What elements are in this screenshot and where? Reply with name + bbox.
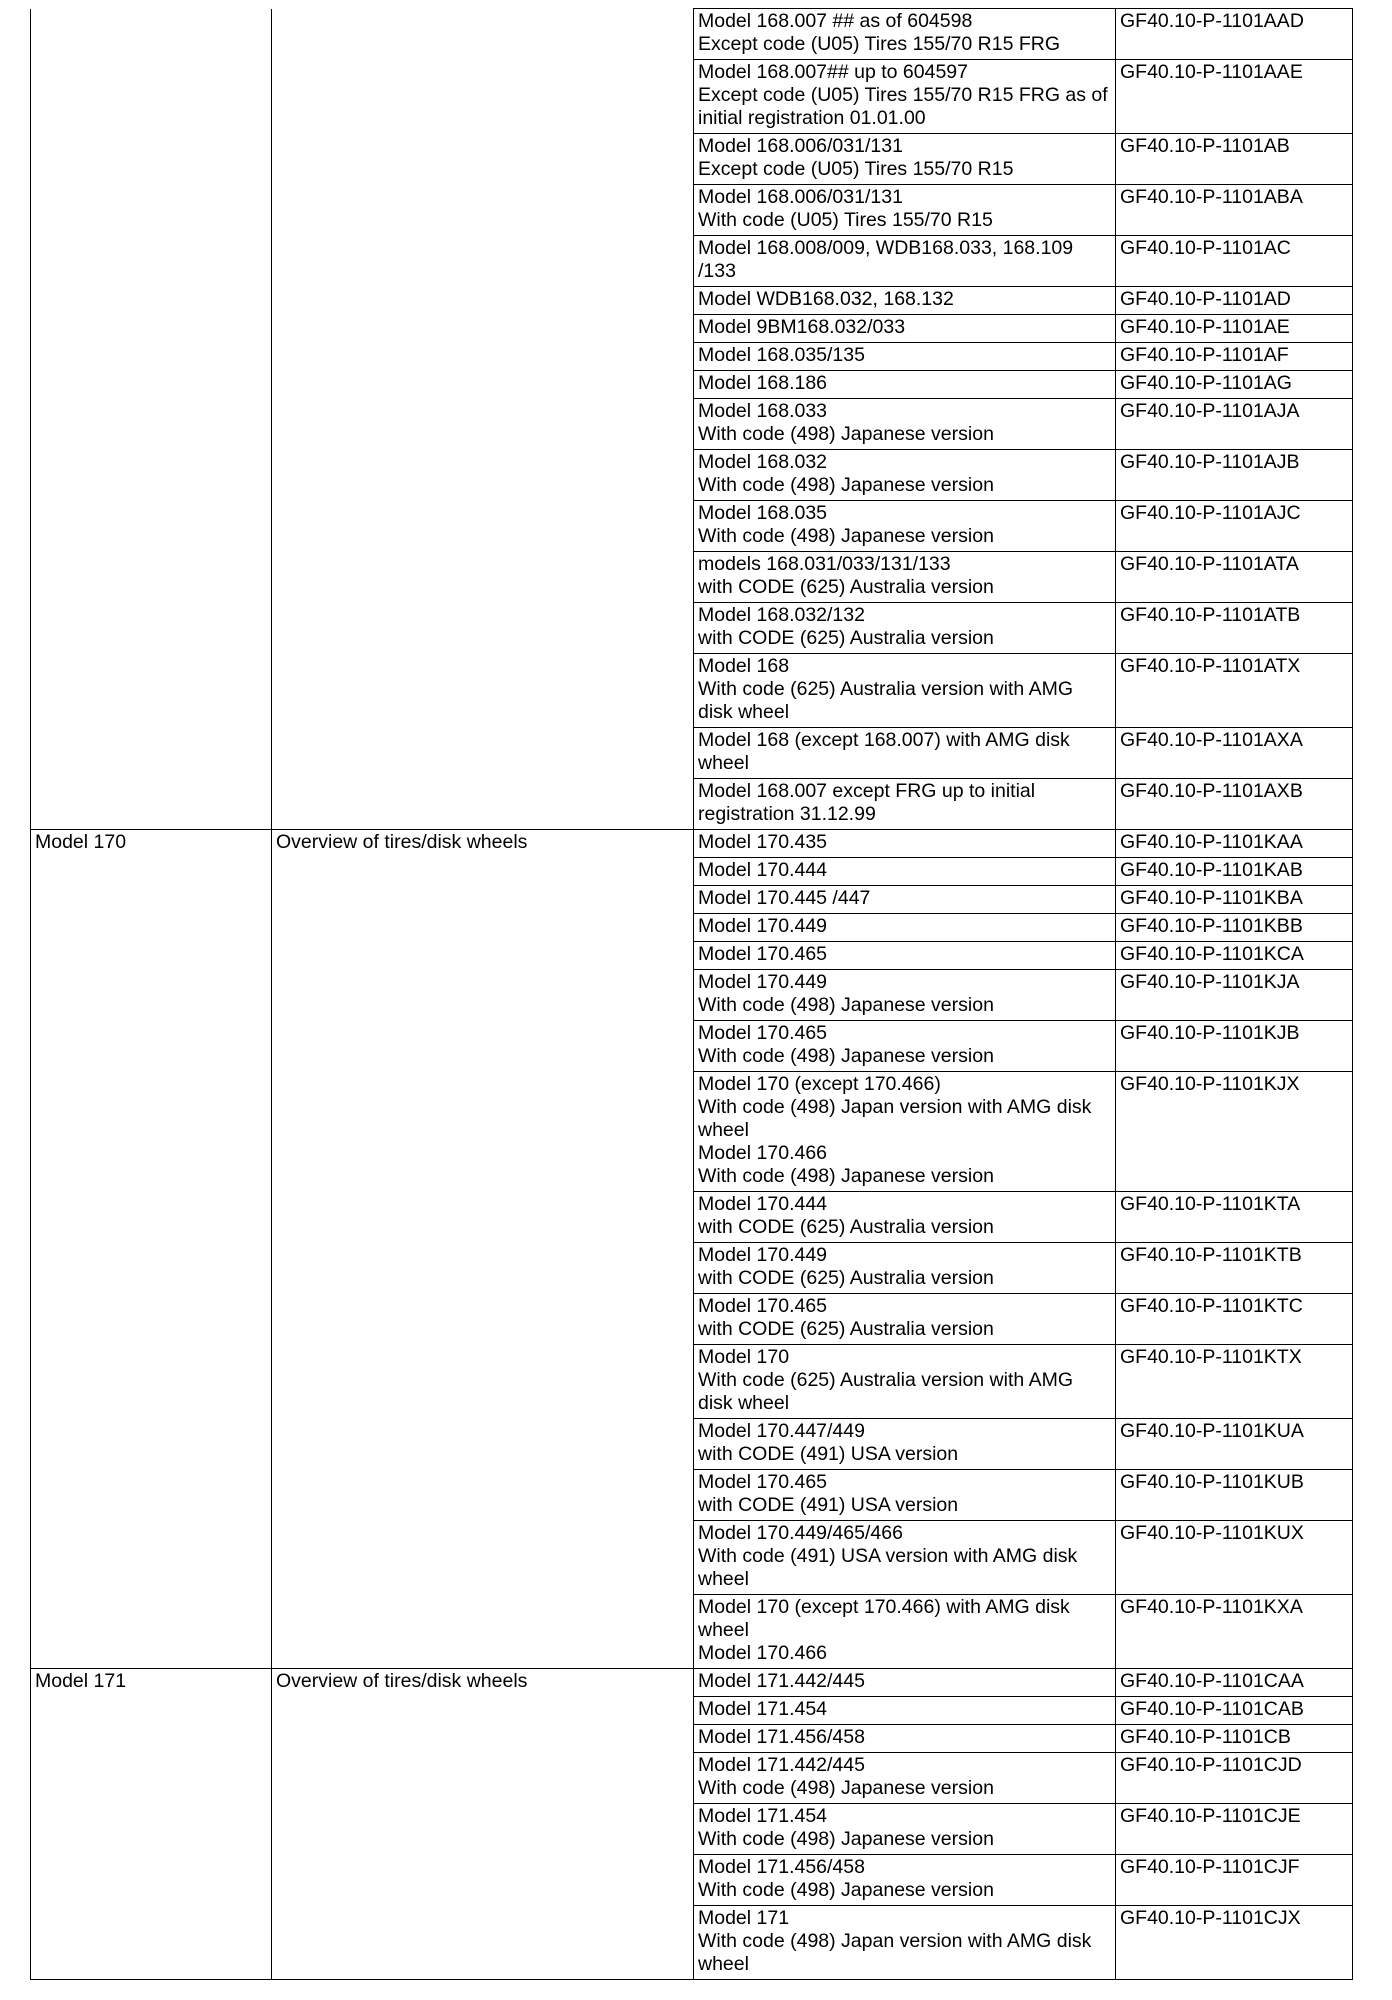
document-code-cell: GF40.10-P-1101AJB (1116, 450, 1353, 501)
document-code-cell: GF40.10-P-1101KAA (1116, 830, 1353, 858)
document-code-cell: GF40.10-P-1101AE (1116, 315, 1353, 343)
overview-table (30, 8, 1353, 1980)
document-code-cell: GF40.10-P-1101AXA (1116, 728, 1353, 779)
document-code-cell: GF40.10-P-1101KTX (1116, 1345, 1353, 1419)
description-cell: Model 170.447/449 with CODE (491) USA version (694, 1419, 1116, 1470)
description-cell: Model 171.454 (694, 1697, 1116, 1725)
description-cell: models 168.031/033/131/133 with CODE (625) Australia version (694, 552, 1116, 603)
document-code-cell: GF40.10-P-1101CB (1116, 1725, 1353, 1753)
document-code-cell: GF40.10-P-1101KJA (1116, 970, 1353, 1021)
document-code-cell: GF40.10-P-1101AJC (1116, 501, 1353, 552)
document-code-cell: GF40.10-P-1101ABA (1116, 185, 1353, 236)
description-cell: Model 170.465 with CODE (625) Australia version (694, 1294, 1116, 1345)
document-code-cell: GF40.10-P-1101AJA (1116, 399, 1353, 450)
document-code-cell: GF40.10-P-1101CJD (1116, 1753, 1353, 1804)
description-cell: Model 170 With code (625) Australia version with AMG disk wheel (694, 1345, 1116, 1419)
description-cell: Model 170.444 with CODE (625) Australia version (694, 1192, 1116, 1243)
table-row (31, 1669, 1353, 1697)
description-cell: Model 170.449 (694, 914, 1116, 942)
description-cell: Model 170.449/465/466 With code (491) USA version with AMG disk wheel (694, 1521, 1116, 1595)
document-code-cell: GF40.10-P-1101AG (1116, 371, 1353, 399)
description-cell: Model 168 (except 168.007) with AMG disk wheel (694, 728, 1116, 779)
document-code-cell: GF40.10-P-1101KBB (1116, 914, 1353, 942)
description-cell: Model 170.465 With code (498) Japanese version (694, 1021, 1116, 1072)
document-code-cell: GF40.10-P-1101AC (1116, 236, 1353, 287)
description-cell: Model 168.033 With code (498) Japanese version (694, 399, 1116, 450)
description-cell: Model 168.006/031/131 With code (U05) Tires 155/70 R15 (694, 185, 1116, 236)
document-code-cell: GF40.10-P-1101ATX (1116, 654, 1353, 728)
description-cell: Model 168.008/009, WDB168.033, 168.109 /133 (694, 236, 1116, 287)
document-code-cell: GF40.10-P-1101KJB (1116, 1021, 1353, 1072)
description-cell: Model 171.456/458 (694, 1725, 1116, 1753)
description-cell: Model 168.032/132 with CODE (625) Australia version (694, 603, 1116, 654)
description-cell: Model 170.465 (694, 942, 1116, 970)
document-code-cell: GF40.10-P-1101CJE (1116, 1804, 1353, 1855)
description-cell: Model 171 With code (498) Japan version with AMG disk wheel (694, 1906, 1116, 1980)
topic-cell: Overview of tires/disk wheels (272, 830, 694, 1669)
document-code-cell: GF40.10-P-1101KUX (1116, 1521, 1353, 1595)
description-cell: Model 9BM168.032/033 (694, 315, 1116, 343)
table-row (31, 9, 1353, 60)
document-code-cell: GF40.10-P-1101KAB (1116, 858, 1353, 886)
document-code-cell: GF40.10-P-1101KTB (1116, 1243, 1353, 1294)
description-cell: Model WDB168.032, 168.132 (694, 287, 1116, 315)
document-code-cell: GF40.10-P-1101AAE (1116, 60, 1353, 134)
description-cell: Model 171.454 With code (498) Japanese version (694, 1804, 1116, 1855)
document-code-cell: GF40.10-P-1101AF (1116, 343, 1353, 371)
table-row (31, 830, 1353, 858)
document-code-cell: GF40.10-P-1101ATB (1116, 603, 1353, 654)
document-code-cell: GF40.10-P-1101ATA (1116, 552, 1353, 603)
document-code-cell: GF40.10-P-1101KJX (1116, 1072, 1353, 1192)
topic-cell (272, 9, 694, 830)
document-code-cell: GF40.10-P-1101AXB (1116, 779, 1353, 830)
description-cell: Model 168.035 With code (498) Japanese version (694, 501, 1116, 552)
description-cell: Model 170.449 With code (498) Japanese version (694, 970, 1116, 1021)
document-code-cell: GF40.10-P-1101KTA (1116, 1192, 1353, 1243)
description-cell: Model 168.032 With code (498) Japanese version (694, 450, 1116, 501)
document-code-cell: GF40.10-P-1101AAD (1116, 9, 1353, 60)
description-cell: Model 170.449 with CODE (625) Australia version (694, 1243, 1116, 1294)
description-cell: Model 168.006/031/131 Except code (U05) Tires 155/70 R15 (694, 134, 1116, 185)
description-cell: Model 171.442/445 With code (498) Japanese version (694, 1753, 1116, 1804)
description-cell: Model 170 (except 170.466) With code (498) Japan version with AMG disk wheel Model 170.466 With code (498) Japanese version (694, 1072, 1116, 1192)
document-code-cell: GF40.10-P-1101CJF (1116, 1855, 1353, 1906)
document-code-cell: GF40.10-P-1101KBA (1116, 886, 1353, 914)
document-code-cell: GF40.10-P-1101AB (1116, 134, 1353, 185)
description-cell: Model 170.435 (694, 830, 1116, 858)
model-cell (31, 9, 272, 830)
document-code-cell: GF40.10-P-1101KCA (1116, 942, 1353, 970)
document-code-cell: GF40.10-P-1101KXA (1116, 1595, 1353, 1669)
document-code-cell: GF40.10-P-1101KTC (1116, 1294, 1353, 1345)
document-code-cell: GF40.10-P-1101CAA (1116, 1669, 1353, 1697)
description-cell: Model 168.007 ## as of 604598 Except code (U05) Tires 155/70 R15 FRG (694, 9, 1116, 60)
description-cell: Model 168.007 except FRG up to initial registration 31.12.99 (694, 779, 1116, 830)
description-cell: Model 170.465 with CODE (491) USA version (694, 1470, 1116, 1521)
description-cell: Model 168.035/135 (694, 343, 1116, 371)
description-cell: Model 170.445 /447 (694, 886, 1116, 914)
description-cell: Model 168.186 (694, 371, 1116, 399)
document-code-cell: GF40.10-P-1101CJX (1116, 1906, 1353, 1980)
description-cell: Model 170 (except 170.466) with AMG disk wheel Model 170.466 (694, 1595, 1116, 1669)
description-cell: Model 171.456/458 With code (498) Japanese version (694, 1855, 1116, 1906)
model-cell: Model 171 (31, 1669, 272, 1980)
document-code-cell: GF40.10-P-1101AD (1116, 287, 1353, 315)
description-cell: Model 168 With code (625) Australia version with AMG disk wheel (694, 654, 1116, 728)
document-code-cell: GF40.10-P-1101KUB (1116, 1470, 1353, 1521)
document-code-cell: GF40.10-P-1101KUA (1116, 1419, 1353, 1470)
overview-table-body (31, 9, 1353, 1980)
model-cell: Model 170 (31, 830, 272, 1669)
description-cell: Model 171.442/445 (694, 1669, 1116, 1697)
topic-cell: Overview of tires/disk wheels (272, 1669, 694, 1980)
description-cell: Model 168.007## up to 604597 Except code (U05) Tires 155/70 R15 FRG as of initial registration 01.01.00 (694, 60, 1116, 134)
description-cell: Model 170.444 (694, 858, 1116, 886)
document-code-cell: GF40.10-P-1101CAB (1116, 1697, 1353, 1725)
